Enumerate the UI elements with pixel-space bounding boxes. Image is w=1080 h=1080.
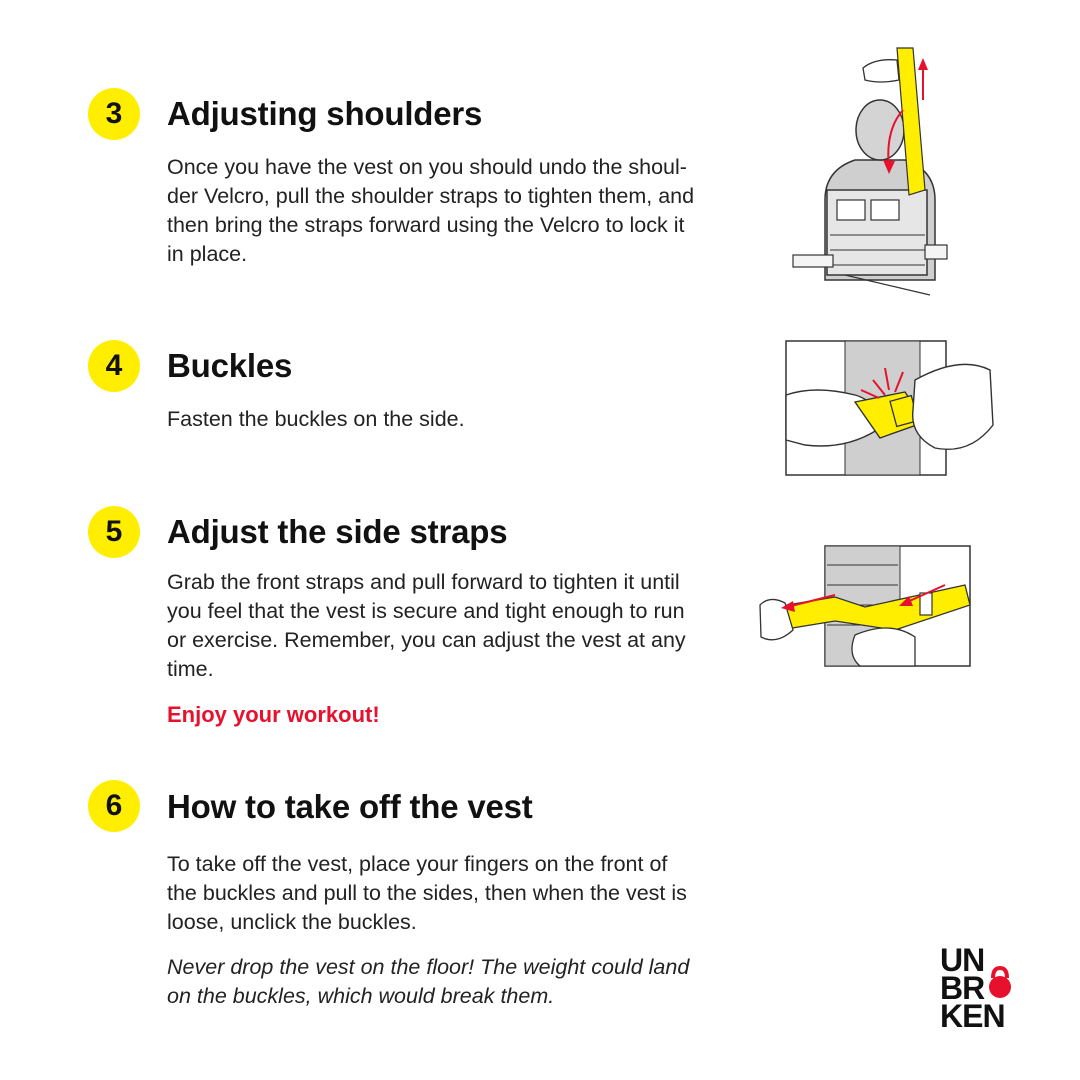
step-title: How to take off the vest [167, 788, 533, 825]
logo-line-3: KEN [940, 998, 1005, 1034]
body-line: or exercise. Remember, you can adjust the vest at any [167, 628, 686, 652]
body-line: time. [167, 657, 214, 681]
step-number-badge: 5 [88, 506, 140, 558]
enjoy-workout-text: Enjoy your workout! [167, 702, 380, 727]
side-straps-illustration [755, 545, 975, 670]
step-title: Buckles [167, 347, 293, 384]
warning-note [167, 953, 737, 1011]
kettlebell-icon [985, 974, 1013, 1002]
body-line: Fasten the buckles on the side. [167, 407, 465, 431]
body-line: der Velcro, pull the shoulder straps to tighten them, and [167, 184, 695, 208]
logo-line-1: UN [940, 942, 985, 978]
body-line: you feel that the vest is secure and tight enough to run [167, 599, 685, 623]
unbroken-logo [940, 942, 1028, 1034]
body-line: Grab the front straps and pull forward to tighten it until [167, 570, 680, 594]
step-number-badge: 6 [88, 780, 140, 832]
warning-line: Never drop the vest on the floor! The weight could land [167, 955, 690, 979]
logo-line-2-text: BR [940, 970, 985, 1006]
buckle-illustration [785, 340, 995, 476]
body-line: loose, unclick the buckles. [167, 910, 417, 934]
step-body [167, 153, 727, 269]
body-line: then bring the straps forward using the Velcro to lock it [167, 213, 685, 237]
shoulder-strap-illustration [785, 40, 955, 305]
step-body [167, 568, 727, 684]
body-line: the buckles and pull to the sides, then when the vest is [167, 881, 687, 905]
warning-line: on the buckles, which would break them. [167, 984, 555, 1008]
step-title: Adjusting shoulders [167, 95, 483, 132]
body-line: To take off the vest, place your fingers on the front of [167, 852, 668, 876]
step-title: Adjust the side straps [167, 513, 508, 550]
step-number-badge: 3 [88, 88, 140, 140]
body-line: in place. [167, 242, 248, 266]
step-body [167, 850, 727, 937]
body-line: Once you have the vest on you should undo the shoul- [167, 155, 687, 179]
step-number-badge: 4 [88, 340, 140, 392]
step-body [167, 405, 727, 434]
